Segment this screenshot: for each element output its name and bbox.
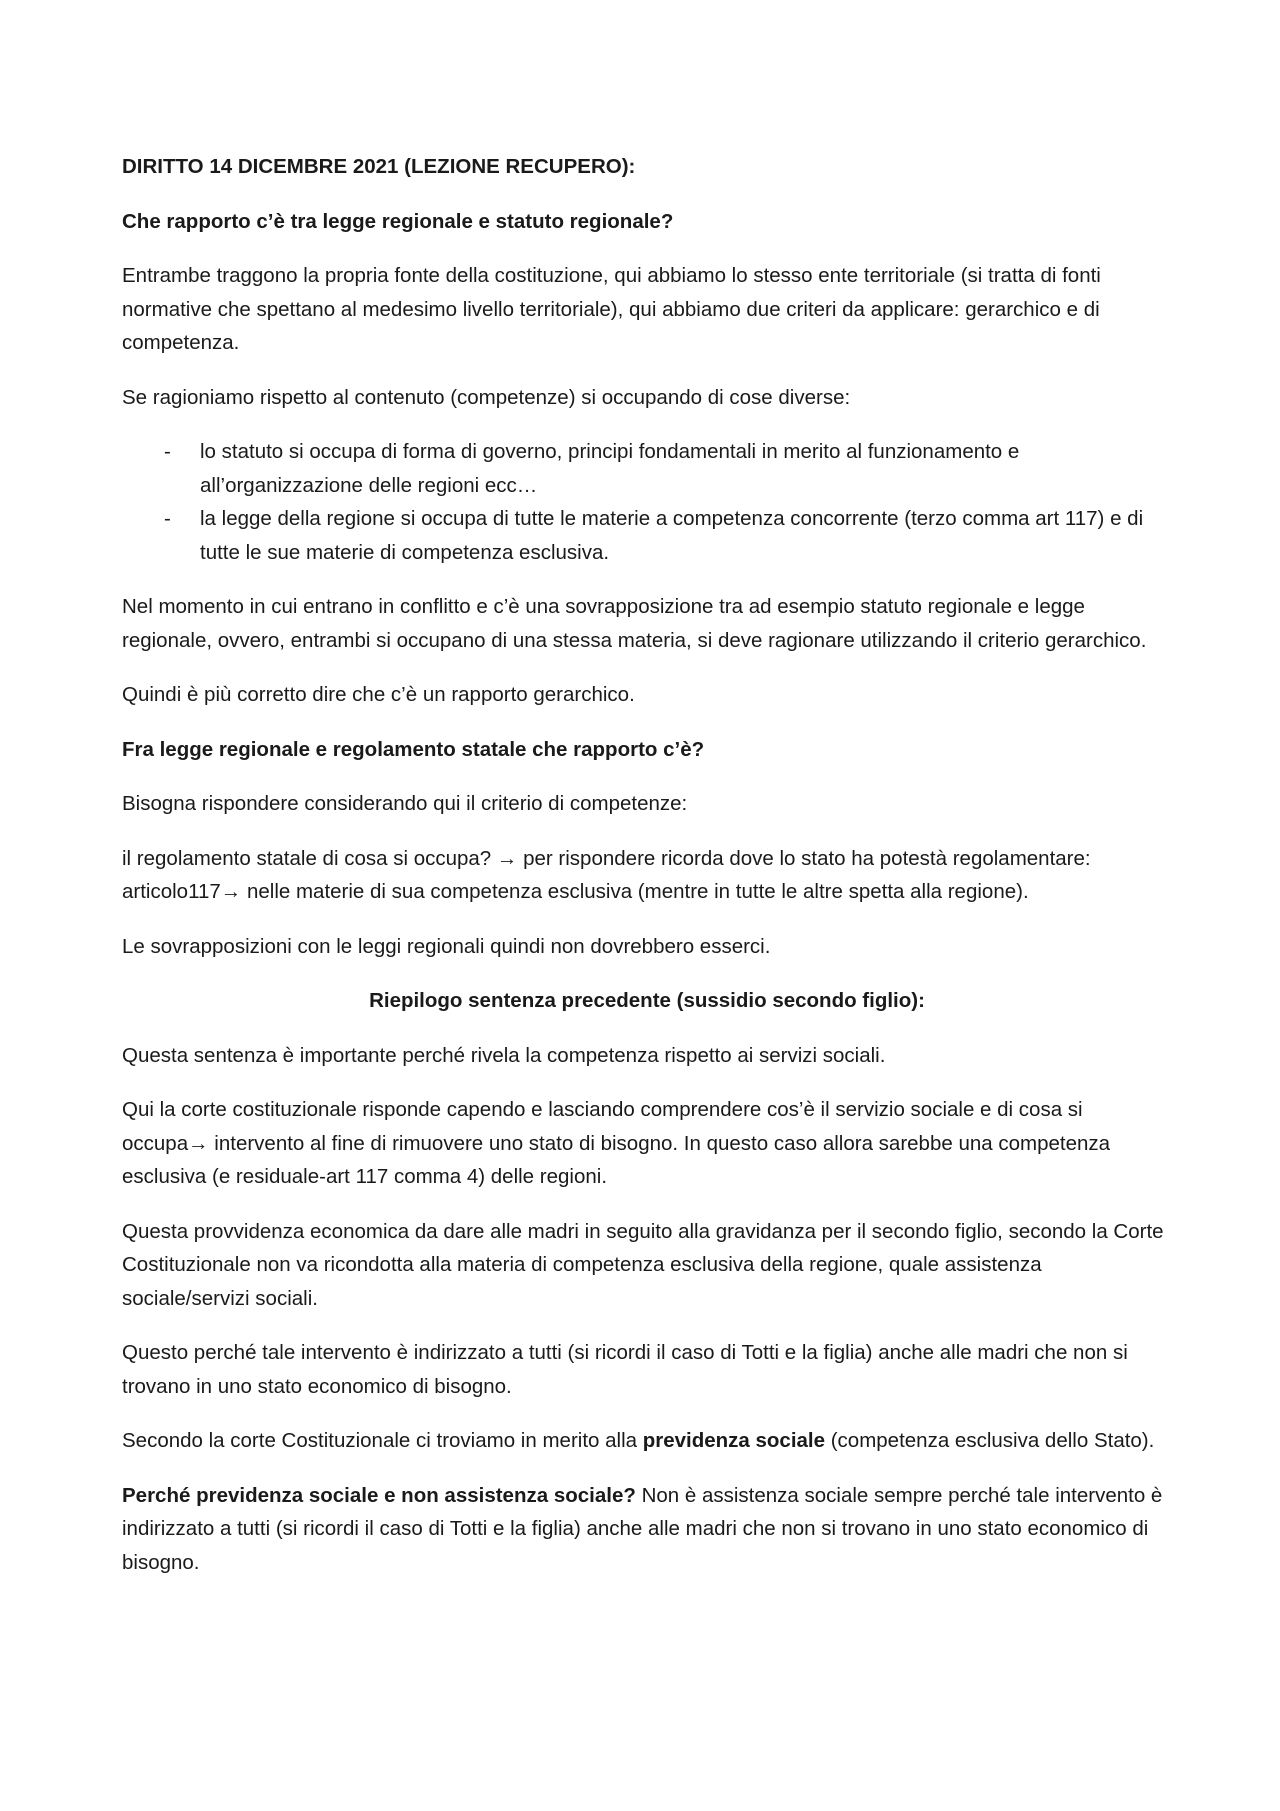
paragraph-text: Secondo la corte Costituzionale ci troviamo in merito alla [122,1429,643,1452]
paragraph: Questo perché tale intervento è indirizzato a tutti (si ricordi il caso di Totti e la figlia) anche alle madri che non si trovano in uno stato economico di bisogno. [122,1341,1128,1398]
paragraph: Questa sentenza è importante perché rivela la competenza rispetto ai servizi sociali. [122,1043,886,1067]
paragraph: Bisogna rispondere considerando qui il criterio di competenze: [122,792,688,815]
dash-bullet: - [164,507,171,530]
list-item-text: lo statuto si occupa di forma di governo, principi fondamentali in merito al funzionamento e all’organizzazione delle regioni ecc… [200,440,1020,497]
question-inline: Perché previdenza sociale e non assistenza sociale? [122,1483,636,1507]
paragraph: Quindi è più corretto dire che c’è un rapporto gerarchico. [122,683,635,706]
paragraph [122,1424,1172,1458]
list-item [122,435,1172,502]
document-page [122,150,1172,1600]
bullet-list [122,435,1172,569]
question-heading: Che rapporto c’è tra legge regionale e statuto regionale? [122,209,674,233]
section-heading: Riepilogo sentenza precedente (sussidio secondo figlio): [369,989,925,1012]
paragraph: il regolamento statale di cosa si occupa? → per rispondere ricorda dove lo stato ha potestà regolamentare: articolo117→ nelle materie di sua competenza esclusiva (mentre in tutte le altre spetta alla regione). [122,846,1091,903]
paragraph: Questa provvidenza economica da dare alle madri in seguito alla gravidanza per il secondo figlio, secondo la Corte Costituzionale non va ricondotta alla materia di competenza esclusiva della regione, quale assistenza sociale/servizi sociali. [122,1219,1164,1310]
document-title: DIRITTO 14 DICEMBRE 2021 (LEZIONE RECUPERO): [122,155,636,178]
list-item-text: la legge della regione si occupa di tutte le materie a competenza concorrente (terzo comma art 117) e di tutte le sue materie di competenza esclusiva. [200,507,1144,564]
question-heading: Fra legge regionale e regolamento statale che rapporto c’è? [122,737,705,761]
paragraph: Se ragioniamo rispetto al contenuto (competenze) si occupando di cose diverse: [122,385,851,409]
paragraph: Le sovrapposizioni con le leggi regionali quindi non dovrebbero esserci. [122,934,771,958]
paragraph [122,1479,1172,1580]
paragraph-text: Non è assistenza sociale sempre perché tale intervento è indirizzato a tutti (si ricordi il caso di Totti e la figlia) anche alle madri che non si trovano in uno stato economico di bisogno. [122,1483,1163,1574]
paragraph-text: (competenza esclusiva dello Stato). [825,1429,1155,1452]
paragraph: Entrambe traggono la propria fonte della costituzione, qui abbiamo lo stesso ente territoriale (si tratta di fonti normative che spettano al medesimo livello territoriale), qui abbiamo due criteri da applicare: gerarchico e di competenza. [122,264,1101,354]
emphasis-text: previdenza sociale [642,1429,826,1452]
dash-bullet: - [164,440,171,463]
list-item [122,502,1172,569]
paragraph: Qui la corte costituzionale risponde capendo e lasciando comprendere cos’è il servizio sociale e di cosa si occupa→ intervento al fine di rimuovere uno stato di bisogno. In questo caso allora sarebbe una competenza esclusiva (e residuale-art 117 comma 4) delle regioni. [122,1098,1111,1188]
paragraph: Nel momento in cui entrano in conflitto e c’è una sovrapposizione tra ad esempio statuto regionale e legge regionale, ovvero, entrambi si occupano di una stessa materia, si deve ragionare utilizzando il criterio gerarchico. [122,595,1147,652]
